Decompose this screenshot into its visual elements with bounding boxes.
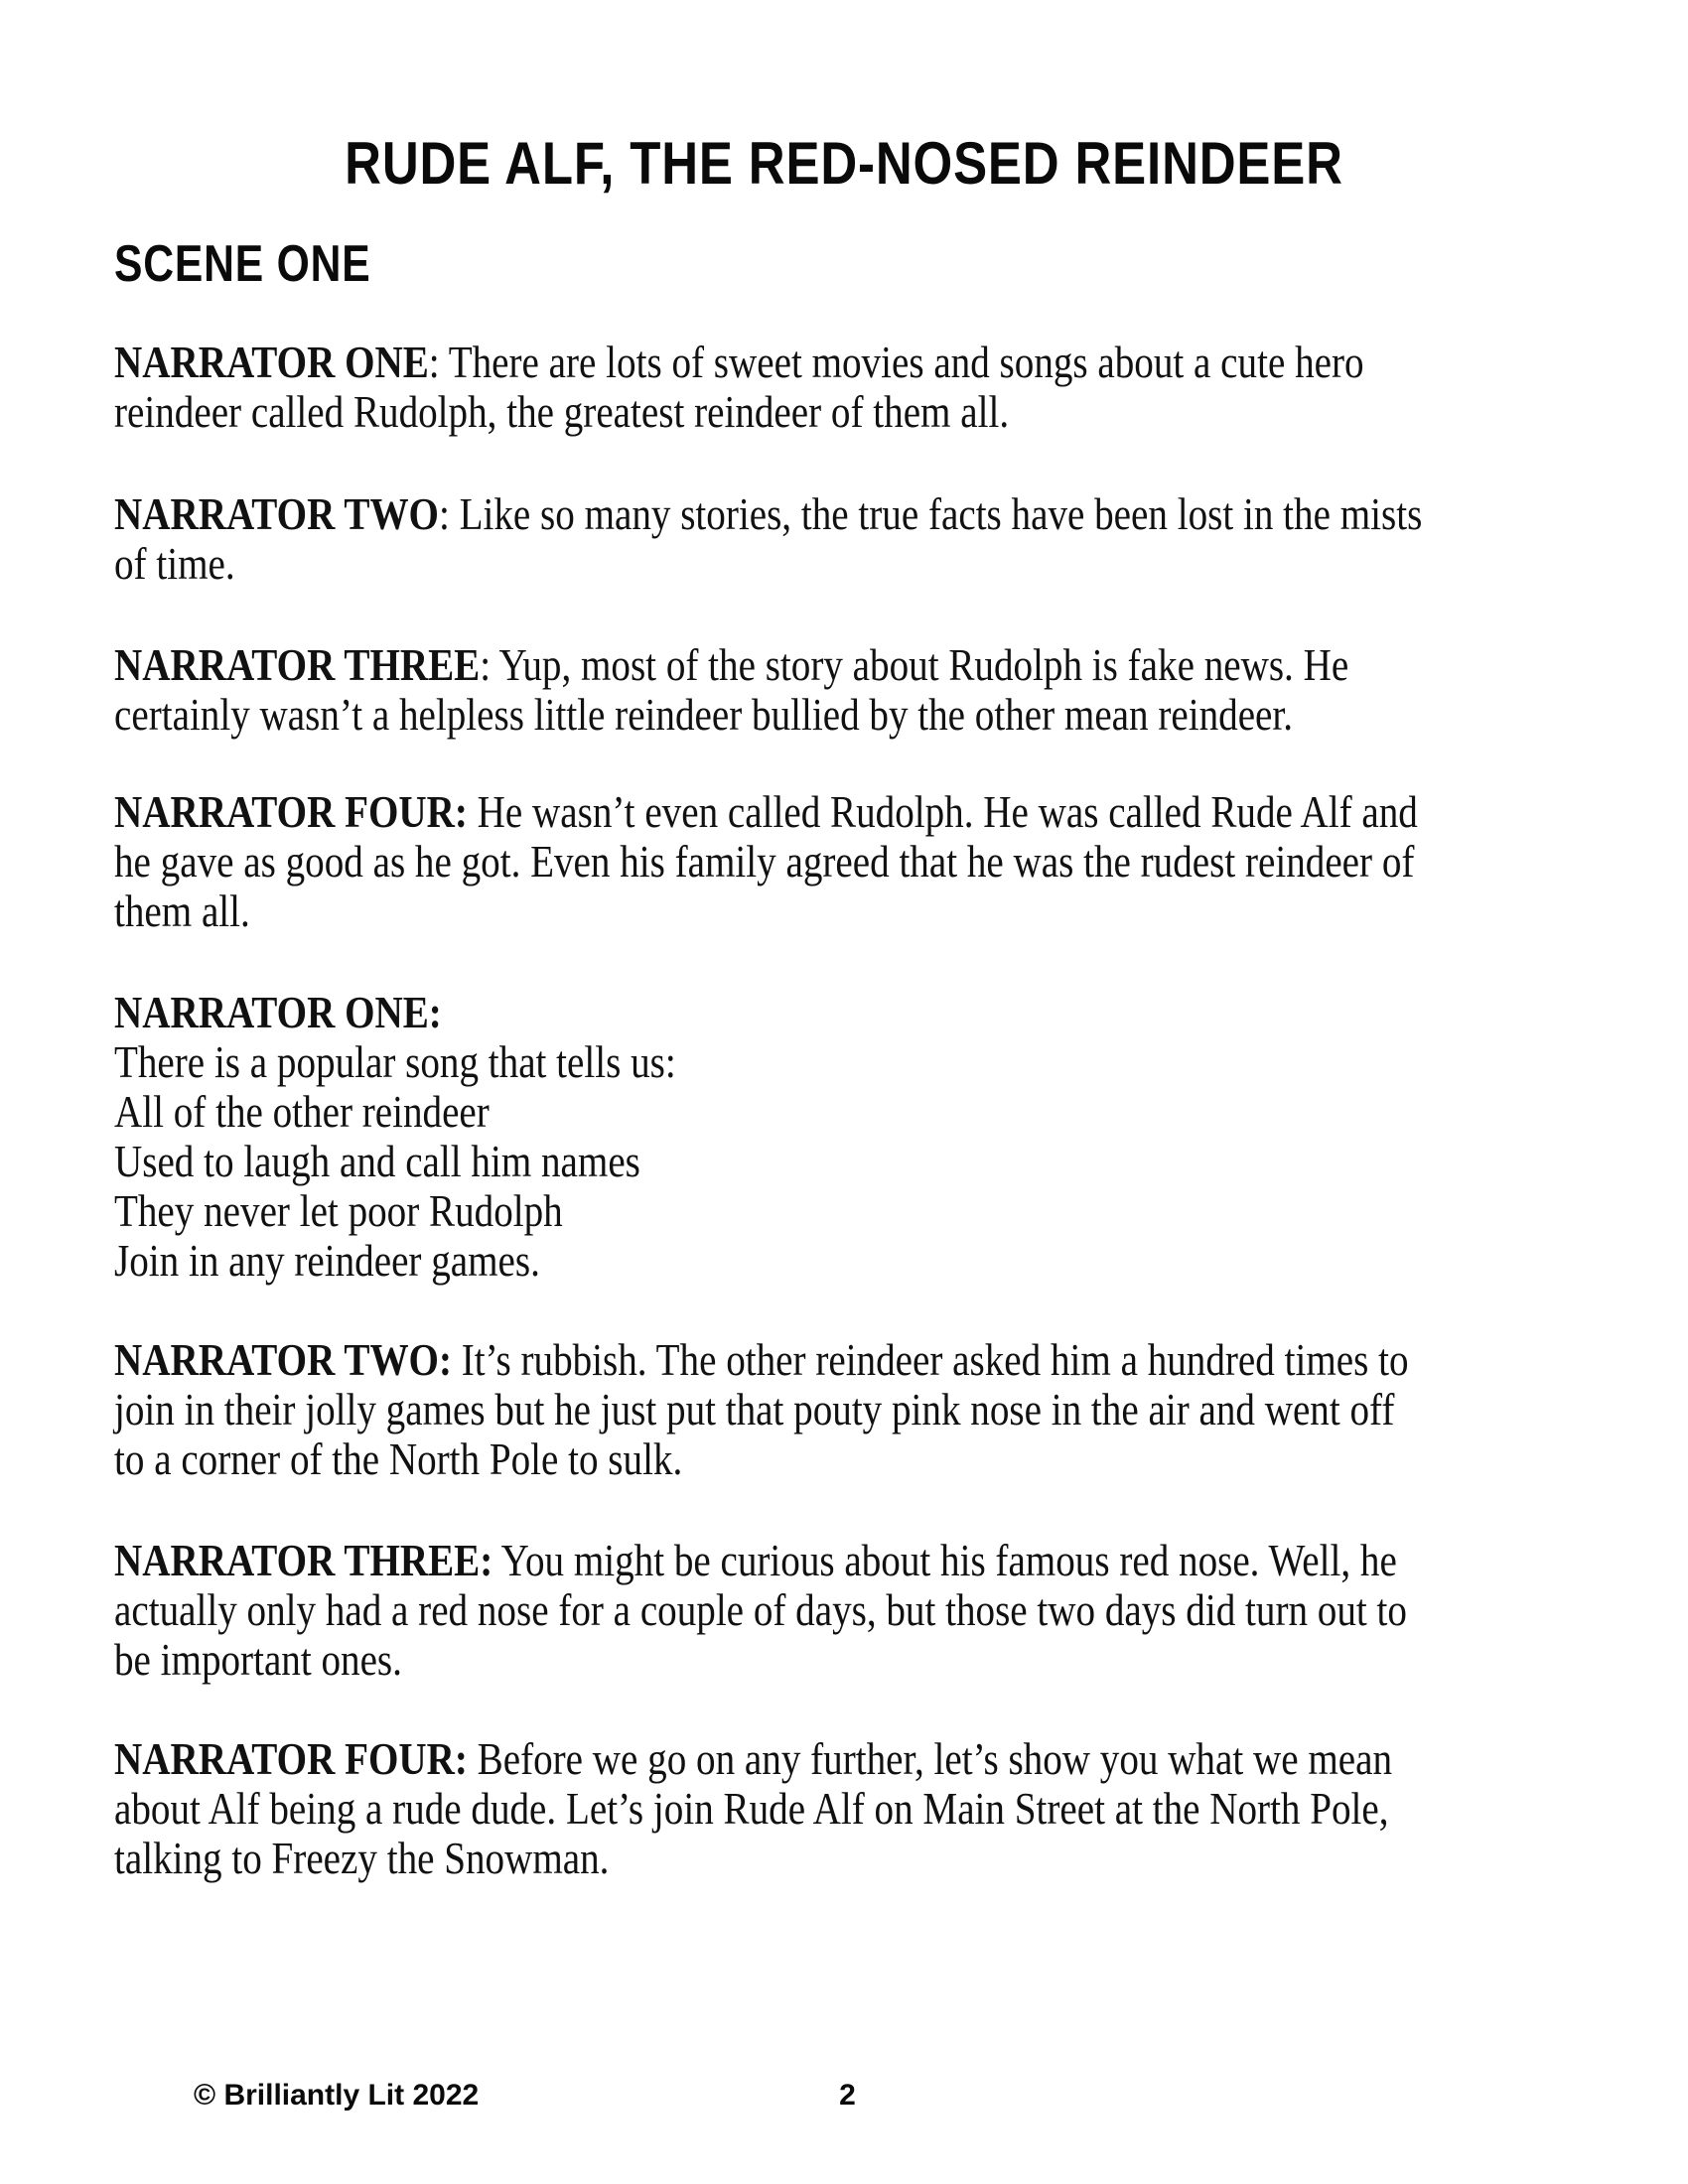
page-title: RUDE ALF, THE RED-NOSED REINDEER: [345, 130, 1343, 197]
script-line: of time.: [114, 538, 235, 589]
script-line: Used to laugh and call him names: [114, 1136, 640, 1186]
script-line: actually only had a red nose for a couple of days, but those two days did turn out to: [114, 1584, 1407, 1635]
script-paragraph: [114, 489, 1498, 589]
script-line: [114, 787, 1498, 837]
script-line: [114, 988, 1498, 1037]
script-line: he gave as good as he got. Even his family agreed that he was the rudest reindeer of: [114, 836, 1415, 887]
speaker-label: NARRATOR TWO:: [114, 1334, 452, 1385]
footer-copyright: © Brilliantly Lit 2022: [194, 2079, 480, 2112]
dialogue-text: : There are lots of sweet movies and songs about a cute hero: [428, 337, 1364, 387]
dialogue-text: It’s rubbish. The other reindeer asked him a hundred times to: [451, 1334, 1409, 1385]
dialogue-text: You might be curious about his famous red nose. Well, he: [492, 1535, 1397, 1585]
script-line: [114, 489, 1498, 539]
dialogue-text: Before we go on any further, let’s show you what we mean: [467, 1733, 1393, 1784]
script-line: [114, 1536, 1498, 1585]
script-line: them all.: [114, 886, 250, 936]
speaker-label: NARRATOR ONE:: [114, 987, 442, 1037]
speaker-label: NARRATOR FOUR:: [114, 1733, 468, 1784]
script-paragraph: [114, 640, 1498, 740]
script-paragraph: [114, 988, 1498, 1286]
scene-heading: SCENE ONE: [114, 235, 371, 293]
script-line: [114, 640, 1498, 690]
script-paragraph: [114, 1335, 1498, 1484]
speaker-label: NARRATOR ONE: [114, 337, 429, 387]
dialogue-text: He wasn’t even called Rudolph. He was called Rude Alf and: [467, 786, 1418, 837]
speaker-label: NARRATOR THREE: [114, 639, 481, 690]
script-paragraph: [114, 1734, 1498, 1883]
script-line: They never let poor Rudolph: [114, 1185, 563, 1236]
script-paragraph: [114, 787, 1498, 936]
script-line: [114, 338, 1498, 387]
dialogue-text: : Like so many stories, the true facts have been lost in the mists: [438, 488, 1423, 539]
script-line: All of the other reindeer: [114, 1086, 490, 1137]
script-line: about Alf being a rude dude. Let’s join Rude Alf on Main Street at the North Pole,: [114, 1783, 1389, 1834]
script-paragraph: [114, 338, 1498, 437]
script-line: certainly wasn’t a helpless little reindeer bullied by the other mean reindeer.: [114, 689, 1294, 740]
speaker-label: NARRATOR TWO: [114, 488, 439, 539]
dialogue-text: : Yup, most of the story about Rudolph is fake news. He: [480, 639, 1349, 690]
script-line: There is a popular song that tells us:: [114, 1036, 676, 1087]
footer-page-number: 2: [839, 2079, 856, 2112]
script-line: Join in any reindeer games.: [114, 1235, 540, 1286]
script-paragraph: [114, 1536, 1498, 1685]
script-line: join in their jolly games but he just put that pouty pink nose in the air and went off: [114, 1384, 1395, 1434]
script-line: be important ones.: [114, 1634, 402, 1685]
script-line: [114, 1335, 1498, 1385]
script-line: to a corner of the North Pole to sulk.: [114, 1433, 683, 1484]
script-line: reindeer called Rudolph, the greatest reindeer of them all.: [114, 386, 1010, 437]
speaker-label: NARRATOR FOUR:: [114, 786, 468, 837]
script-line: [114, 1734, 1498, 1784]
speaker-label: NARRATOR THREE:: [114, 1535, 493, 1585]
script-line: talking to Freezy the Snowman.: [114, 1833, 610, 1883]
